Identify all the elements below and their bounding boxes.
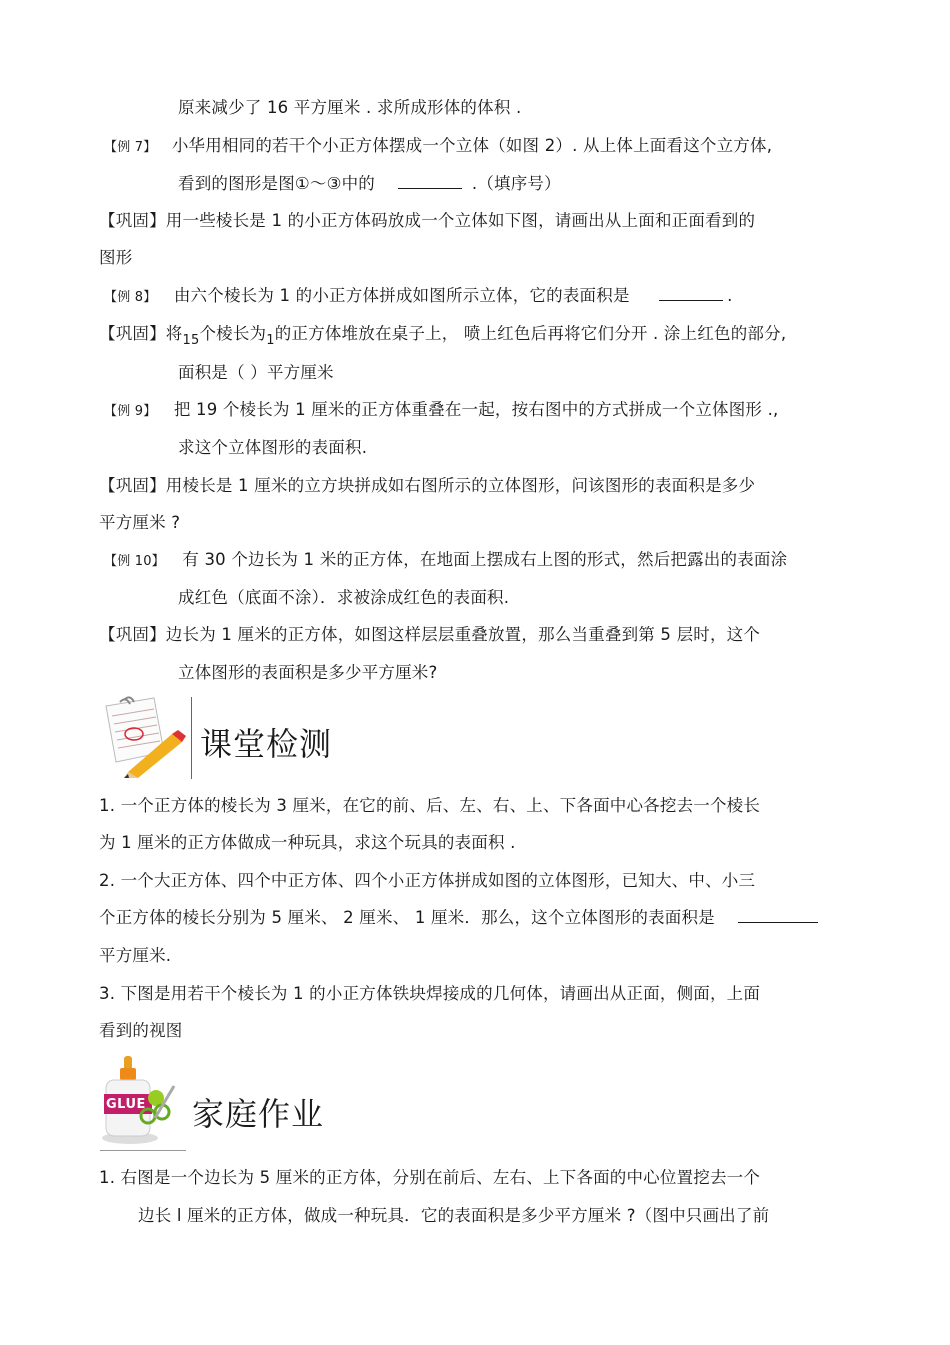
number: 1 — [266, 333, 275, 348]
text-line: .（填序号） — [471, 174, 561, 193]
example-tag: 【例 10】 — [104, 554, 165, 569]
text-line: 2. 一个大正方体、四个中正方体、四个小正方体拼成如图的立体图形，已知大、中、小三 — [99, 871, 756, 890]
text-line: 小华用相同的若干个小正方体摆成一个立体（如图 2）. 从上体上面看这个立方体, — [171, 136, 773, 155]
text-line: 为 1 厘米的正方体做成一种玩具，求这个玩具的表面积 . — [99, 833, 516, 852]
text-line: 有 30 个边长为 1 米的正方体，在地面上摆成右上图的形式，然后把露出的表面涂 — [182, 550, 788, 569]
text-line: 看到的图形是图①～③中的 — [178, 174, 375, 193]
section-title-classroom: 课堂检测 — [200, 725, 333, 763]
classroom-q2-line-2 — [99, 906, 822, 930]
text-line: 1. 一个正方体的棱长为 3 厘米，在它的前、后、左、右、上、下各面中心各挖去一个棱长 — [99, 796, 761, 815]
heading-divider — [191, 697, 192, 779]
number: 15 — [182, 333, 200, 348]
text-line: 面积是（ ）平方厘米 — [178, 363, 334, 382]
text-line: 平方厘米 ? — [99, 513, 181, 532]
text-line: 边长 l 厘米的正方体，做成一种玩具．它的表面积是多少平方厘米 ?（图中只画出了前 — [138, 1206, 770, 1225]
text-line: 1. 右图是一个边长为 5 厘米的正方体，分别在前后、左右、上下各面的中心位置挖去一个 — [99, 1168, 761, 1187]
text-line: . — [727, 286, 733, 305]
glue-scissors-icon — [100, 1054, 182, 1148]
text-line: 个正方体的棱长分别为 5 厘米、 2 厘米、 1 厘米．那么，这个立体图形的表面积是 — [99, 908, 715, 927]
example-7-line-2 — [178, 172, 561, 196]
example-10 — [104, 548, 787, 574]
example-9 — [104, 398, 778, 424]
example-8 — [104, 284, 733, 310]
text-line: 成红色（底面不涂）．求被涂成红色的表面积. — [178, 588, 510, 607]
glue-label: GLUE — [106, 1097, 146, 1112]
section-title-homework: 家庭作业 — [192, 1095, 325, 1133]
heading-underline — [100, 1150, 186, 1151]
answer-blank — [398, 172, 462, 189]
notebook-pencil-icon — [98, 694, 190, 780]
text-line: 【巩固】将 — [99, 324, 183, 343]
answer-blank — [738, 906, 818, 923]
text-line: 【巩固】用棱长是 1 厘米的立方块拼成如右图所示的立体图形，问该图形的表面积是多少 — [99, 476, 756, 495]
text-line: 由六个棱长为 1 的小正方体拼成如图所示立体，它的表面积是 — [173, 286, 630, 305]
text-line: 求这个立体图形的表面积. — [178, 438, 368, 457]
text-line: 3. 下图是用若干个棱长为 1 的小正方体铁块焊接成的几何体，请画出从正面，侧面，上面 — [99, 984, 761, 1003]
example-tag: 【例 7】 — [104, 140, 157, 155]
text-line: 图形 — [99, 248, 133, 267]
text-line: 原来减少了 16 平方厘米 . 求所成形体的体积 . — [178, 98, 522, 117]
example-7 — [104, 134, 772, 160]
text-line: 【巩固】边长为 1 厘米的正方体，如图这样层层重叠放置，那么当重叠到第 5 层时，这个 — [99, 625, 761, 644]
text-line: 【巩固】用一些棱长是 1 的小正方体码放成一个立体如下图，请画出从上面和正面看到的 — [99, 211, 756, 230]
example-tag: 【例 8】 — [104, 290, 157, 305]
text-line: 平方厘米. — [99, 946, 172, 965]
text-line: 个棱长为 — [199, 324, 267, 343]
text-line: 把 19 个棱长为 1 厘米的正方体重叠在一起，按右图中的方式拼成一个立体图形 ., — [173, 400, 779, 419]
consolidate-2 — [99, 322, 786, 348]
text-line: 看到的视图 — [99, 1021, 183, 1040]
text-line: 的正方体堆放在桌子上， 喷上红色后再将它们分开 . 涂上红色的部分, — [274, 324, 787, 343]
answer-blank — [659, 284, 723, 301]
text-line: 立体图形的表面积是多少平方厘米? — [178, 663, 438, 682]
example-tag: 【例 9】 — [104, 404, 157, 419]
